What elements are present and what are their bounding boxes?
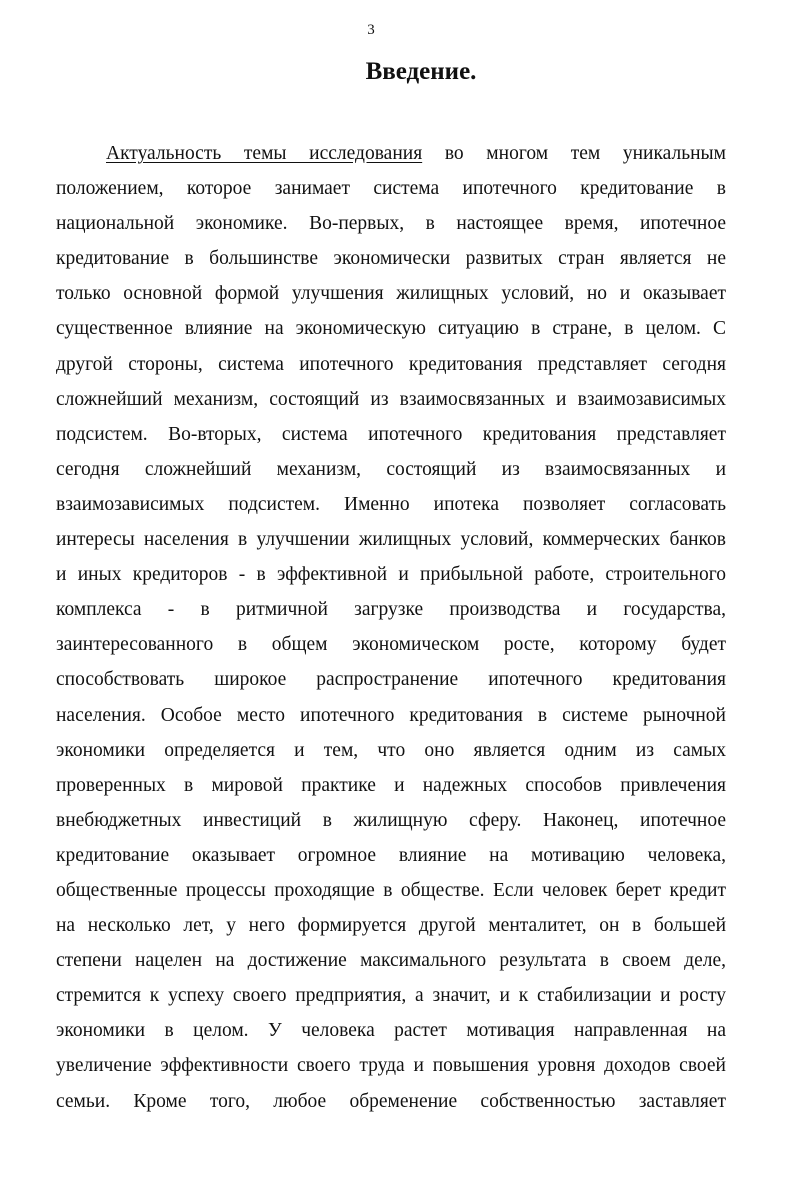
text-line: семьи. Кроме того, любое обременение собственностью заставляет	[56, 1090, 726, 1112]
text-line: внебюджетных инвестиций в жилищную сферу. Наконец, ипотечное	[56, 809, 726, 831]
text-line: проверенных в мировой практике и надежных способов привлечения	[56, 774, 726, 796]
text-line: подсистем. Во-вторых, система ипотечного кредитования представляет	[56, 423, 726, 445]
underlined-phrase: Актуальность темы исследования	[106, 143, 423, 164]
text-line: кредитование в большинстве экономически развитых стран является не	[56, 248, 726, 270]
text-line: другой стороны, система ипотечного кредитования представляет сегодня	[56, 353, 726, 375]
text-line	[56, 136, 726, 171]
text-line: способствовать широкое распространение ипотечного кредитования	[56, 669, 726, 691]
text-line: национальной экономике. Во-первых, в настоящее время, ипотечное	[56, 213, 726, 235]
text-line: на несколько лет, у него формируется другой менталитет, он в большей	[56, 915, 726, 937]
text-line: стремится к успеху своего предприятия, а значит, и к стабилизации и росту	[56, 985, 726, 1007]
text-line: заинтересованного в общем экономическом росте, которому будет	[56, 634, 726, 656]
text-line: экономики в целом. У человека растет мотивация направленная на	[56, 1020, 726, 1042]
page-title: Введение.	[365, 58, 477, 85]
text-line: увеличение эффективности своего труда и повышения уровня доходов своей	[56, 1055, 726, 1077]
text-line: интересы населения в улучшении жилищных условий, коммерческих банков	[56, 529, 726, 551]
text-line: взаимозависимых подсистем. Именно ипотека позволяет согласовать	[56, 493, 726, 515]
text-line: только основной формой улучшения жилищных условий, но и оказывает	[56, 283, 726, 305]
text-line: комплекса - в ритмичной загрузке производства и государства,	[56, 599, 726, 621]
text-line: населения. Особое место ипотечного кредитования в системе рыночной	[56, 704, 726, 726]
body-paragraph	[56, 136, 726, 1119]
text-line: экономики определяется и тем, что оно является одним из самых	[56, 739, 726, 761]
text-line: степени нацелен на достижение максимального результата в своем деле,	[56, 950, 726, 972]
text-line: существенное влияние на экономическую ситуацию в стране, в целом. С	[56, 318, 726, 340]
text-line: общественные процессы проходящие в обществе. Если человек берет кредит	[56, 879, 726, 901]
text-line: сложнейший механизм, состоящий из взаимосвязанных и взаимозависимых	[56, 388, 726, 410]
text-line: положением, которое занимает система ипотечного кредитование в	[56, 178, 726, 200]
text-line: кредитование оказывает огромное влияние на мотивацию человека,	[56, 844, 726, 866]
text-line: сегодня сложнейший механизм, состоящий из взаимосвязанных и	[56, 458, 726, 480]
text-line-rest: во многом тем уникальным	[422, 143, 727, 164]
text-line: и иных кредиторов - в эффективной и прибыльной работе, строительного	[56, 564, 726, 586]
page-number: 3	[367, 22, 375, 38]
